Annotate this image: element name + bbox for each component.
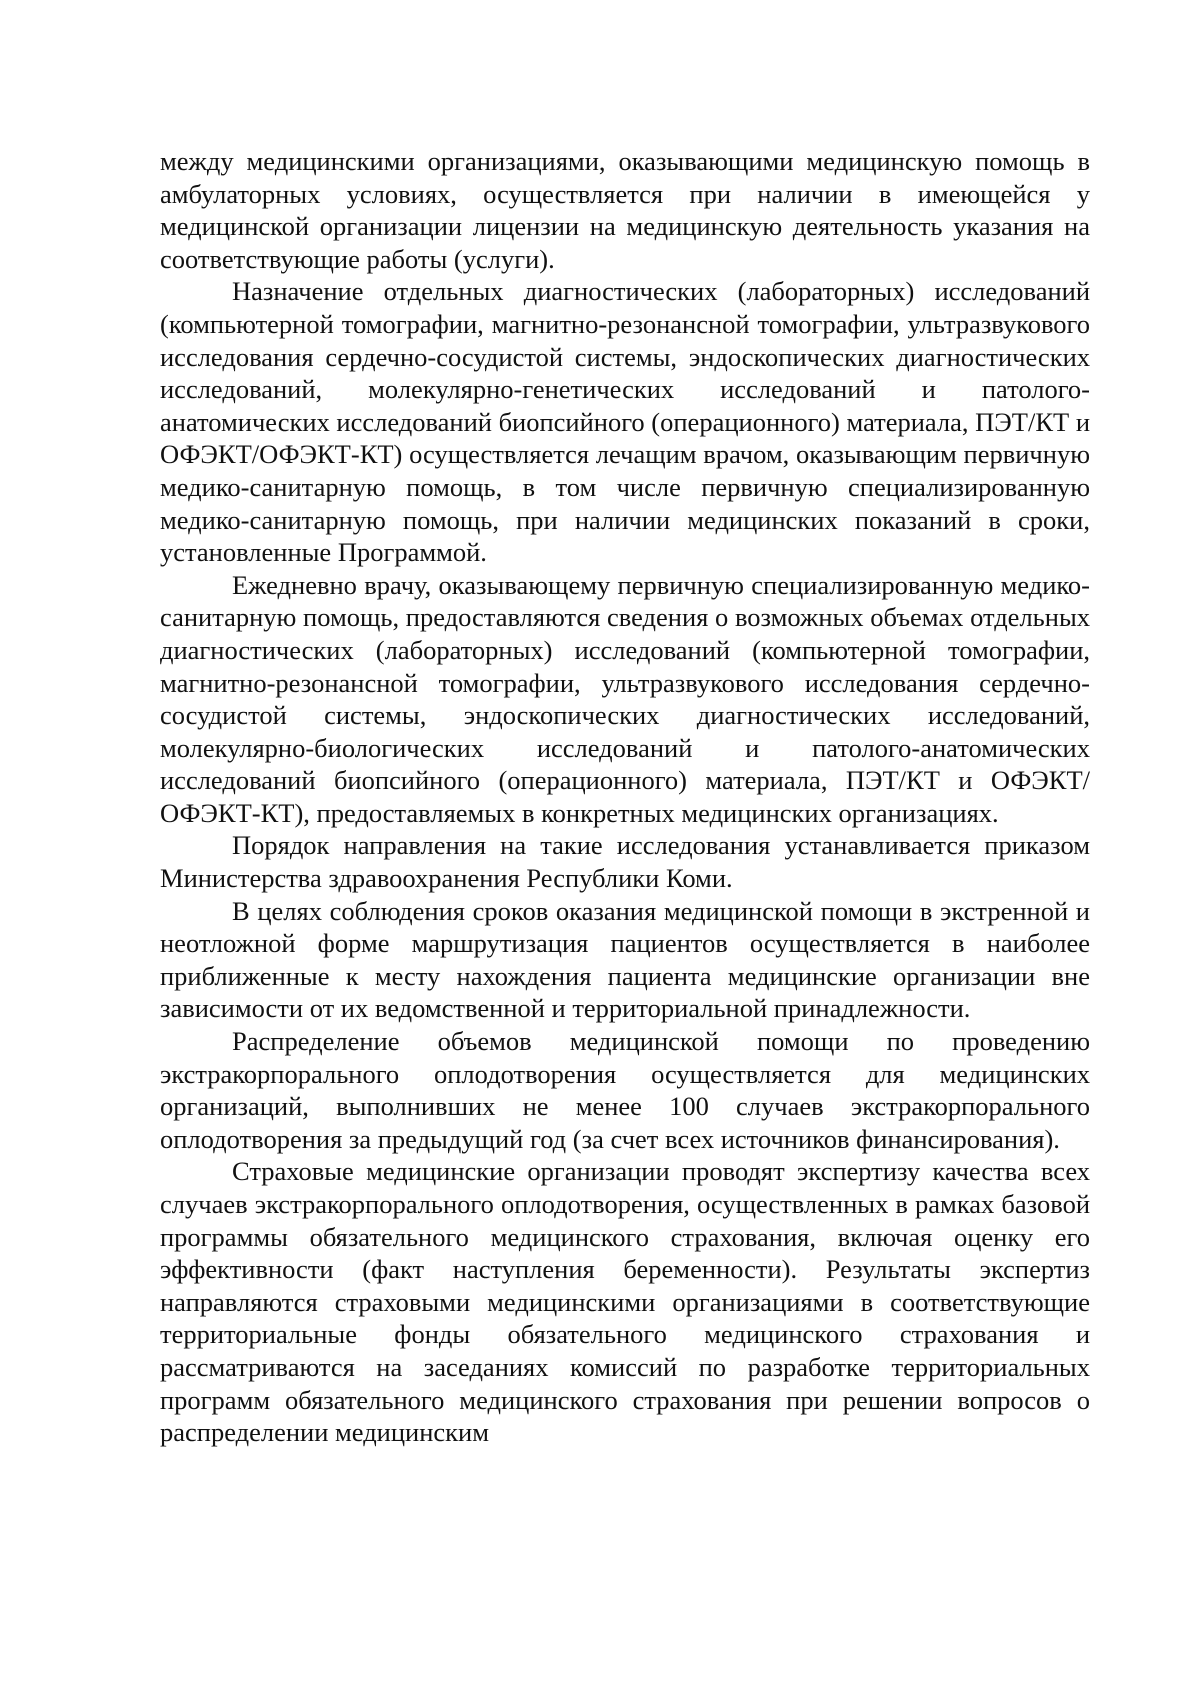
paragraph-3: Ежедневно врачу, оказывающему первичную специализированную медико-санитарную помощь, предоставляются сведения о возможных объемах отдельных диагностических (лабораторных) исследований (компьютерной томографии, магнитно-резонансной томографии, ультразвукового исследования сердечно-сосудистой системы, эндоскопических диагностических исследований, молекулярно-биологических исследований и патолого-анатомических исследований биопсийного (операционного) материала, ПЭТ/КТ и ОФЭКТ/ОФЭКТ-КТ), предоставляемых в конкретных медицинских организациях. [160,569,1090,828]
paragraph-4: Порядок направления на такие исследования устанавливается приказом Министерства здравоохранения Республики Коми. [160,830,1090,894]
paragraph-7: Страховые медицинские организации проводят экспертизу качества всех случаев экстракорпорального оплодотворения, осуществленных в рамках базовой программы обязательного медицинского страхования, включая оценку его эффективности (факт наступления беременности). Результаты экспертиз направляются страховыми медицинскими организациями в соответствующие территориальные фонды обязательного медицинского страхования и рассматриваются на заседаниях комиссий по разработке территориальных программ обязательного медицинского страхования при решении вопросов о распределении медицинским [160,1156,1090,1448]
paragraph-2: Назначение отдельных диагностических (лабораторных) исследований (компьютерной томографии, магнитно-резонансной томографии, ультразвукового исследования сердечно-сосудистой системы, эндоскопических диагностических исследований, молекулярно-генетических исследований и патолого-анатомических исследований биопсийного (операционного) материала, ПЭТ/КТ и ОФЭКТ/ОФЭКТ-КТ) осуществляется лечащим врачом, оказывающим первичную медико-санитарную помощь, в том числе первичную специализированную медико-санитарную помощь, при наличии медицинских показаний в сроки, установленные Программой. [160,276,1090,568]
paragraph-5: В целях соблюдения сроков оказания медицинской помощи в экстренной и неотложной форме маршрутизация пациентов осуществляется в наиболее приближенные к месту нахождения пациента медицинские организации вне зависимости от их ведомственной и территориальной принадлежности. [160,895,1090,1024]
document-page [160,145,1090,1449]
paragraph-6: Распределение объемов медицинской помощи по проведению экстракорпорального оплодотворения осуществляется для медицинских организаций, выполнивших не менее 100 случаев экстракорпорального оплодотворения за предыдущий год (за счет всех источников финансирования). [160,1026,1090,1154]
paragraph-1: между медицинскими организациями, оказывающими медицинскую помощь в амбулаторных условиях, осуществляется при наличии в имеющейся у медицинской организации лицензии на медицинскую деятельность указания на соответствующие работы (услуги). [160,146,1090,274]
